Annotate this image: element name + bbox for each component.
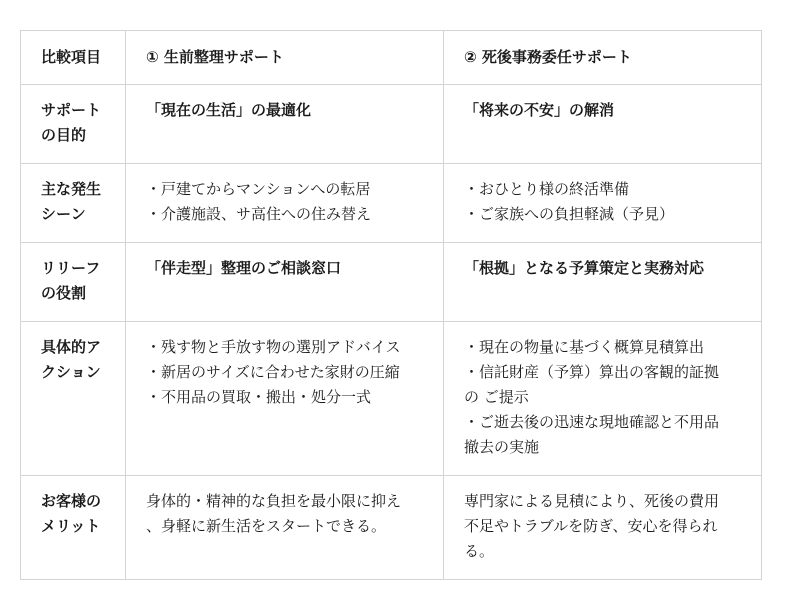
cell-col2: 「根拠」となる予算策定と実務対応 <box>444 243 762 322</box>
cell-col1: ・戸建てからマンションへの転居 ・介護施設、サ高住への住み替え <box>126 164 444 243</box>
table-row-actions <box>21 322 762 476</box>
cell-col2: 「将来の不安」の解消 <box>444 85 762 164</box>
cell-col1: ・残す物と手放す物の選別アドバイス ・新居のサイズに合わせた家財の圧縮 ・不用品の買取・搬出・処分一式 <box>126 322 444 476</box>
table-row-scenes <box>21 164 762 243</box>
table-row-purpose <box>21 85 762 164</box>
cell-col1: 身体的・精神的な負担を最小限に抑え 、身軽に新生活をスタートできる。 <box>126 476 444 580</box>
row-label: リリーフ の役割 <box>21 243 126 322</box>
header-comparison-item: 比較項目 <box>21 31 126 85</box>
cell-col1: 「現在の生活」の最適化 <box>126 85 444 164</box>
comparison-table <box>20 30 762 580</box>
row-label: 具体的ア クション <box>21 322 126 476</box>
row-label: サポート の目的 <box>21 85 126 164</box>
header-post-death-affairs: ② 死後事務委任サポート <box>444 31 762 85</box>
row-label: お客様の メリット <box>21 476 126 580</box>
table-header-row <box>21 31 762 85</box>
cell-col2: ・現在の物量に基づく概算見積算出 ・信託財産（予算）算出の客観的証拠 の ご提示 ・ご逝去後の迅速な現地確認と不用品 撤去の実施 <box>444 322 762 476</box>
table-row-role <box>21 243 762 322</box>
header-pre-death-organizing: ① 生前整理サポート <box>126 31 444 85</box>
cell-col2: 専門家による見積により、死後の費用 不足やトラブルを防ぎ、安心を得られ る。 <box>444 476 762 580</box>
cell-col1: 「伴走型」整理のご相談窓口 <box>126 243 444 322</box>
row-label: 主な発生 シーン <box>21 164 126 243</box>
cell-col2: ・おひとり様の終活準備 ・ご家族への負担軽減（予見） <box>444 164 762 243</box>
table-row-merits <box>21 476 762 580</box>
